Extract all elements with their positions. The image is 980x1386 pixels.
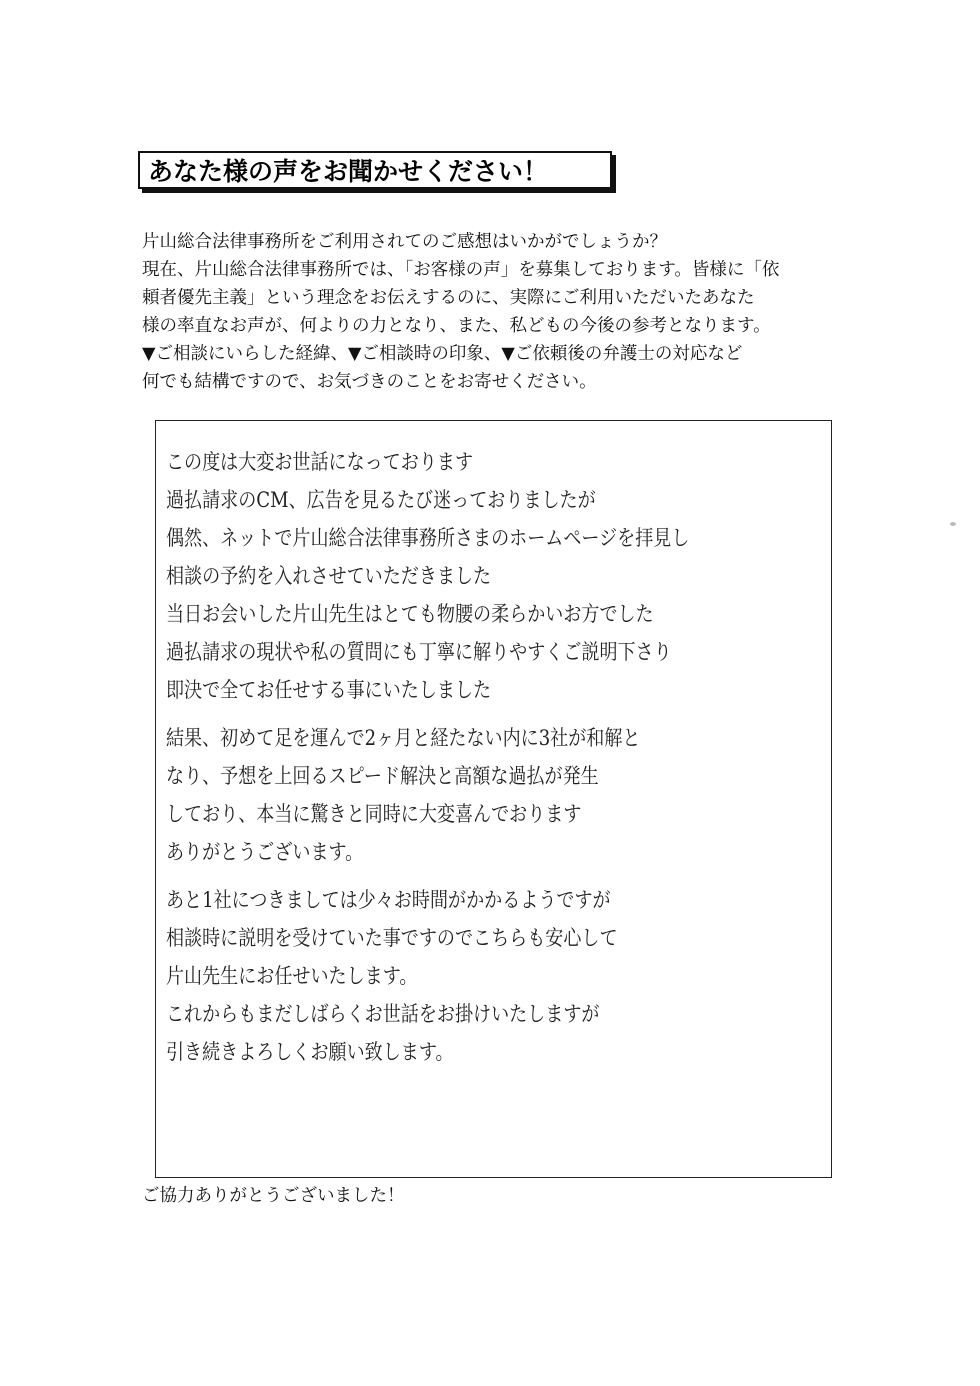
handwritten-line: ありがとうございます。 bbox=[166, 840, 364, 864]
handwritten-line: 片山先生にお任せいたします。 bbox=[166, 964, 418, 988]
handwritten-line: この度は大変お世話になっております bbox=[166, 450, 474, 474]
handwritten-line: これからもまだしばらくお世話をお掛けいたしますが bbox=[166, 1002, 600, 1026]
intro-line: ▼ご相談にいらした経緯、▼ご相談時の印象、▼ご依頼後の弁護士の対応など bbox=[142, 344, 743, 364]
handwritten-line: 相談の予約を入れさせていただきました bbox=[166, 564, 492, 588]
handwritten-line: 過払請求の現状や私の質問にも丁寧に解りやすくご説明下さり bbox=[166, 640, 672, 664]
intro-line: 現在、片山総合法律事務所では、「お客様の声」を募集しております。皆様に「依 bbox=[142, 260, 780, 280]
intro-line: 頼者優先主義」という理念をお伝えするのに、実際にご利用いただいたあなた bbox=[142, 288, 755, 308]
handwritten-line: なり、予想を上回るスピード解決と高額な過払が発生 bbox=[166, 764, 599, 788]
handwritten-text bbox=[166, 443, 826, 1071]
handwritten-line: 引き続きよろしくお願い致します。 bbox=[166, 1040, 454, 1064]
handwritten-line: 当日お会いした片山先生はとても物腰の柔らかいお方でした bbox=[166, 602, 654, 626]
intro-line: 様の率直なお声が、何よりの力となり、また、私どもの今後の参考となります。 bbox=[142, 316, 771, 336]
handwritten-line: 即決で全てお任せする事にいたしました bbox=[166, 678, 492, 702]
intro-line: 片山総合法律事務所をご利用されてのご感想はいかがでしょうか？ bbox=[142, 232, 667, 252]
handwritten-line: あと1社につきましては少々お時間がかかるようですが bbox=[166, 888, 611, 912]
handwritten-line: 相談時に説明を受けていた事ですのでこちらも安心して bbox=[166, 926, 618, 950]
intro-paragraph bbox=[142, 228, 842, 396]
handwritten-line: 偶然、ネットで片山総合法律事務所さまのホームページを拝見し bbox=[166, 526, 690, 550]
page-title: あなた様の声をお聞かせください！ bbox=[148, 157, 549, 186]
handwritten-line: しており、本当に驚きと同時に大変喜んでおります bbox=[166, 802, 582, 826]
intro-line: 何でも結構ですので、お気づきのことをお寄せください。 bbox=[142, 372, 597, 392]
heading-box bbox=[138, 151, 612, 189]
thanks-message: ご協力ありがとうございました！ bbox=[142, 1186, 405, 1206]
handwritten-answer-box bbox=[155, 420, 832, 1178]
handwritten-line: 過払請求のCM、広告を見るたび迷っておりましたが bbox=[166, 488, 596, 512]
scan-speck bbox=[950, 522, 956, 526]
handwritten-line: 結果、初めて足を運んで2ヶ月と経たない内に3社が和解と bbox=[166, 726, 641, 750]
